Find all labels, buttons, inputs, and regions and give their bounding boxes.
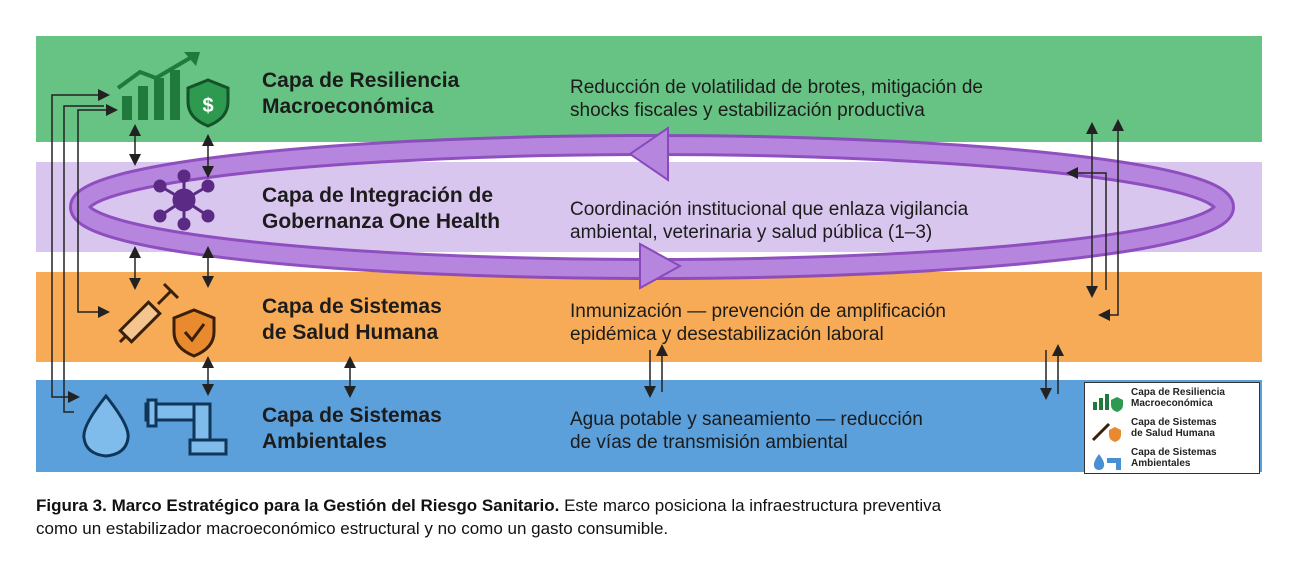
legend xyxy=(1084,382,1260,474)
syringe-shield-icon xyxy=(1091,420,1125,442)
svg-text:$: $ xyxy=(202,95,214,117)
layer-title-governance: Capa de Integración de Gobernanza One Health xyxy=(262,184,501,233)
growth-dollar-icon xyxy=(1091,390,1125,412)
syringe-icon xyxy=(120,284,178,342)
dollar-shield-icon xyxy=(188,80,228,126)
layer-title-human-health: Capa de Sistemas de Salud Humana xyxy=(262,295,442,344)
layer-desc-macroeconomic: Reducción de volatilidad de brotes, mitigación de shocks fiscales y estabilización productiva xyxy=(570,77,983,121)
check-shield-icon xyxy=(174,310,214,356)
legend-item-human-health: Capa de Sistemas de Salud Humana xyxy=(1085,415,1261,443)
pipe-icon xyxy=(146,400,226,454)
layer-title-environmental: Capa de Sistemas Ambientales xyxy=(262,404,442,453)
layer-desc-human-health: Inmunización — prevención de amplificación epidémica y desestabilización laboral xyxy=(570,301,946,345)
caption-title: Figura 3. Marco Estratégico para la Gestión del Riesgo Sanitario. xyxy=(36,496,560,515)
layer-desc-governance: Coordinación institucional que enlaza vigilancia ambiental, veterinaria y salud pública (1–3) xyxy=(570,199,969,243)
figure-caption xyxy=(36,494,1266,540)
drop-pipe-icon xyxy=(1091,450,1125,472)
layer-title-macroeconomic: Capa de Resiliencia Macroeconómica xyxy=(262,69,460,118)
ring-arrowhead-right xyxy=(640,244,680,288)
caption-text-1: Este marco posiciona la infraestructura preventiva xyxy=(559,496,942,515)
growth-chart-icon xyxy=(118,52,200,120)
caption-text-2: como un estabilizador macroeconómico estructural y no como un gasto consumible. xyxy=(36,519,669,538)
layer-desc-environmental: Agua potable y saneamiento — reducción de vías de transmisión ambiental xyxy=(570,409,923,453)
legend-item-macroeconomic: Capa de Resiliencia Macroeconómica xyxy=(1085,385,1261,413)
water-drop-icon xyxy=(84,396,128,456)
legend-item-environmental: Capa de Sistemas Ambientales xyxy=(1085,445,1261,473)
